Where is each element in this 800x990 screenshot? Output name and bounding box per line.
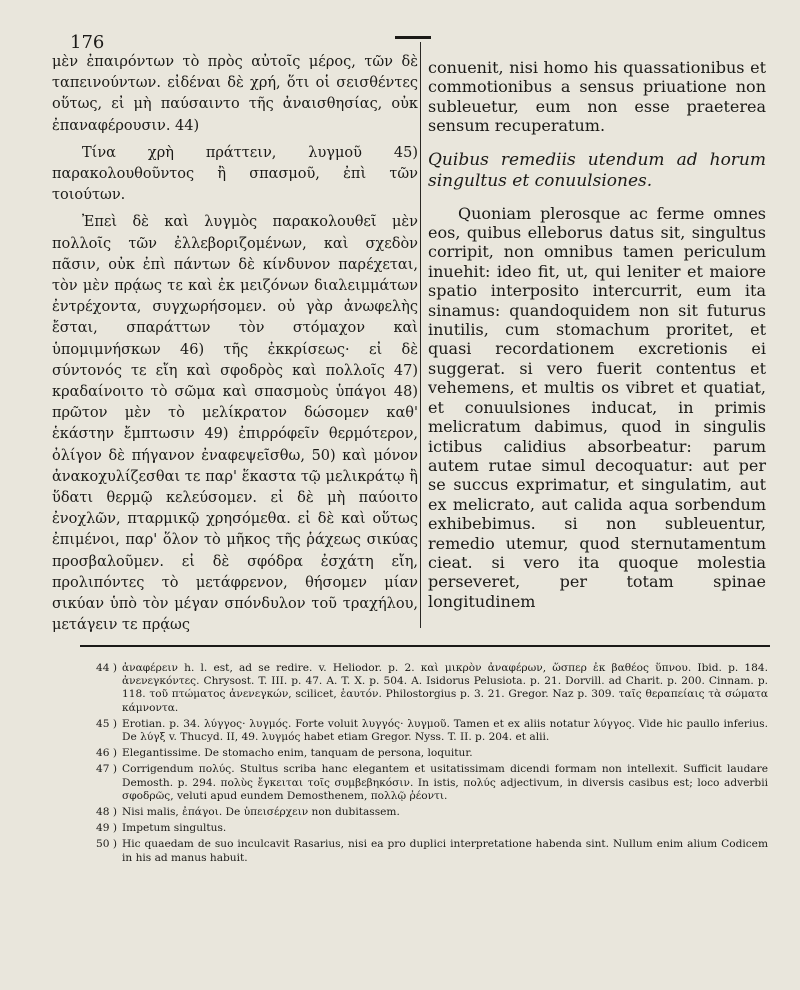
footnote-text: Hic quaedam de suo inculcavit Rasarius, nisi ea pro duplici interpretatione habenda sint. Nullum enim alium Codicem in his ad manus habuit. — [122, 838, 768, 864]
footnote — [96, 747, 768, 760]
footnote — [96, 718, 768, 744]
footnote — [96, 806, 768, 819]
header-rule — [395, 36, 431, 39]
footnote-number: 50 ) — [96, 838, 117, 851]
footnote — [96, 662, 768, 715]
greek-column — [52, 52, 418, 636]
column-divider — [420, 42, 421, 628]
footnote — [96, 838, 768, 864]
footnote-number: 49 ) — [96, 822, 117, 835]
footnote-rule — [80, 645, 770, 647]
footnote-number: 47 ) — [96, 763, 117, 776]
footnote-number: 46 ) — [96, 747, 117, 760]
latin-heading: Quibus remediis utendum ad horum singultus et conuulsiones. — [428, 149, 766, 191]
footnote-text: Corrigendum πολύς. Stultus scriba hanc elegantem et usitatissimam dicendi formam non intellexit. Sufficit laudare Demosth. p. 294. πολὺς ἔγκειται τοῖς συμβεβηκόσιν. In istis, πολύς adjectivum, in diversis casibus est; loco adverbii σφοδρῶς, veluti apud eundem Demosthenem, πολλῷ ῥέοντι. — [122, 763, 768, 802]
footnote-text: ἀναφέρειν h. l. est, ad se redire. v. Heliodor. p. 2. καὶ μικρὸν ἀναφέρων, ὥσπερ ἐκ βαθέος ὕπνου. Ibid. p. 184. ἀνενεγκόντες. Chrysost. T. III. p. 47. A. T. X. p. 504. A. Isidorus Pelusiota. p. 21. Dorvill. ad Charit. p. 200. Cinnam. p. 118. τοῦ πτώματος ἀνενεγκών, scilicet, ἑαυτόν. Philostorgius p. 3. 21. Gregor. Naz p. 309. ταῖς θεραπείαις τὰ σώματα κάμνοντα. — [122, 662, 768, 714]
greek-paragraph: Ἐπεὶ δὲ καὶ λυγμὸς παρακολουθεῖ μὲν πολλοῖς τῶν ἐλλεβοριζομένων, καὶ σχεδὸν πᾶσιν, οὐκ ἐπὶ πάντων δὲ κίνδυνον παρέχεται, τὸν μὲν πρᾴως τε καὶ ἐκ μειζόνων διαλειμμάτων ἐντρέχοντα, συγχωρήσομεν. οὐ γὰρ ἀνωφελὴς ἔσται, σπαράττων τὸν στόμαχον καὶ ὑπομιμνήσκων 46) τῆς ἐκκρίσεως· εἰ δὲ σύντονός τε εἴη καὶ σφοδρὸς καὶ πολλοῖς 47) κραδαίνοιτο τὸ σῶμα καὶ σπασμοὺς ὑπάγοι 48) πρῶτον μὲν τὸ μελίκρατον δώσομεν καθ' ἑκάστην ἔμπτωσιν 49) ἐπιρρόφεῖν θερμότερον, ὀλίγον δὲ πήγανον ἐναφεψεῖσθω, 50) καὶ μόνον ἀνακοχυλίζεσθαι τε παρ' ἕκαστα τῷ μελικράτῳ ἢ ὕδατι θερμῷ κελεύσομεν. εἰ δὲ μὴ παύοιτο ἐνοχλῶν, πταρμικῷ χρησόμεθα. εἰ δὲ καὶ οὕτως ἐπιμένοι, παρ' ὅλον τὸ μῆκος τῆς ῥάχεως σικύας προσβαλοῦμεν. εἰ δὲ σφόδρα ἐσχάτη εἴη, προλιπόντες τὸ μετάφρενον, θήσομεν μίαν σικύαν ὑπὸ τὸν μέγαν σπόνδυλον τοῦ τραχήλου, μετάγειν τε πρᾴως — [52, 214, 418, 634]
footnote-text: Impetum singultus. — [122, 822, 227, 835]
footnote-text: Elegantissime. De stomacho enim, tanquam de persona, loquitur. — [122, 747, 473, 760]
footnotes — [96, 662, 768, 865]
latin-column — [428, 58, 766, 611]
footnote-text: Nisi malis, ἐπάγοι. De ὑπεισέρχειν non dubitassem. — [122, 806, 400, 819]
greek-paragraph: μὲν ἐπαιρόντων τὸ πρὸς αὐτοῖς μέρος, τῶν δὲ ταπεινούντων. εἰδέναι δὲ χρή, ὅτι οἱ σεισθέντες οὕτως, εἰ μὴ παύσαιντο τῆς ἀναισθησίας, οὐκ ἐπαναφέρουσιν. 44) — [52, 54, 418, 134]
footnote-number: 44 ) — [96, 662, 117, 674]
footnote — [96, 822, 768, 835]
footnote-text: Erotian. p. 34. λύγγος· λυγμός. Forte voluit λυγγός· λυγμοῦ. Tamen et ex aliis notatur λύγγος. Vide hic paullo inferius. De λύγξ v. Thucyd. II, 49. λυγμός habet etiam Gregor. Nyss. T. II. p. 204. et alii. — [122, 717, 768, 744]
latin-paragraph: Quoniam plerosque ac ferme omnes eos, quibus elleborus datus sit, singultus corripit, non omnibus tamen periculum inuehit: ideo fit, ut, qui leniter et maiore spatio interposito intercurrit, eum ita sinamus: quandoquidem non sit futurus inutilis, cum stomachum proritet, et quasi recordationem excretionis ei suggerat. si vero fuerit contentus et vehemens, et multis os vibret et quatiat, et conuulsiones inducat, in primis melicratum dabimus, quod in singulis ictibus calidius absorbeatur: parum autem rutae simul decoquatur: aut per se succus exprimatur, et singulatim, aut ex melicrato, aut calida aqua sorbendum exhibebimus. si non subleuentur, remedio utemur, quod sternutamentum cieat. si vero ita quoque molestia perseveret, per totam spinae longitudinem — [428, 203, 766, 611]
latin-paragraph: conuenit, nisi homo his quassationibus et commotionibus a sensus priuatione non subleuetur, eum non esse praeterea sensum recuperatum. — [428, 58, 766, 136]
greek-heading: Τίνα χρὴ πράττειν, λυγμοῦ 45) παρακολουθοῦντος ἢ σπασμοῦ, ἐπὶ τῶν τοιούτων. — [52, 144, 418, 204]
footnote — [96, 763, 768, 803]
footnote-number: 48 ) — [96, 806, 117, 819]
footnote-number: 45 ) — [96, 717, 117, 730]
page-number: 176 — [70, 32, 105, 53]
